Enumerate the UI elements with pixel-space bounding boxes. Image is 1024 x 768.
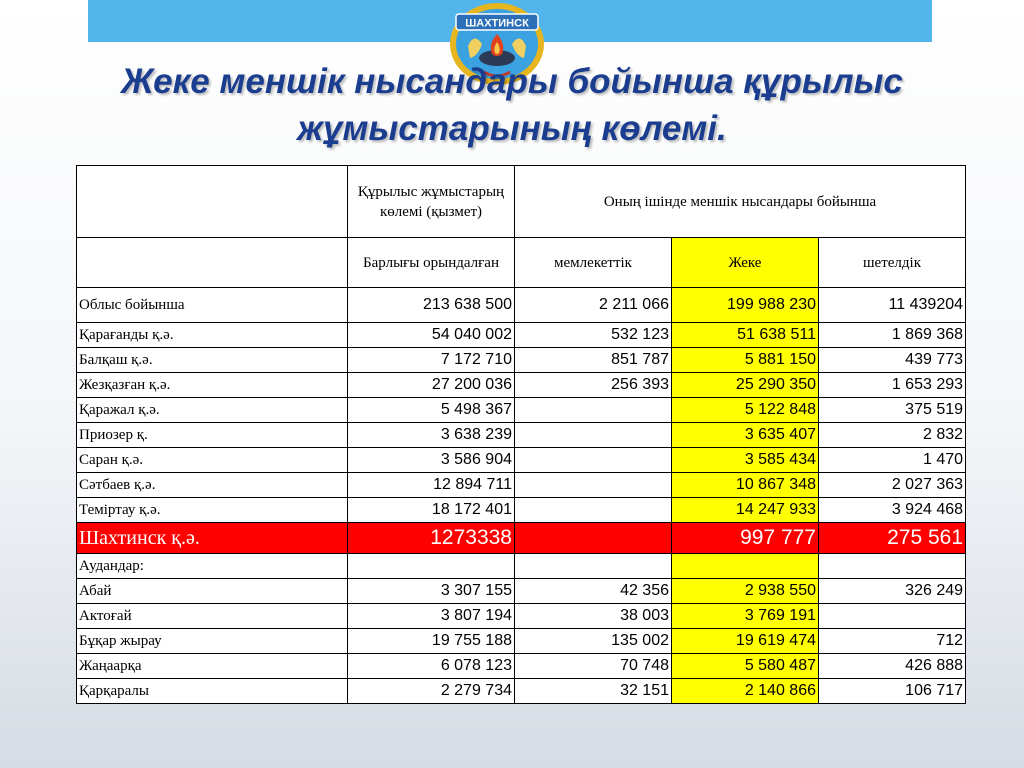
state-cell: 851 787 bbox=[515, 348, 672, 373]
private-cell: 19 619 474 bbox=[672, 629, 819, 654]
foreign-cell: 11 439204 bbox=[819, 288, 966, 323]
header-ownership: Оның ішінде меншік нысандары бойынша bbox=[515, 166, 966, 238]
table-row bbox=[77, 498, 966, 523]
foreign-cell: 326 249 bbox=[819, 579, 966, 604]
foreign-cell: 712 bbox=[819, 629, 966, 654]
total-cell: 213 638 500 bbox=[348, 288, 515, 323]
state-cell bbox=[515, 554, 672, 579]
table-row bbox=[77, 554, 966, 579]
total-cell: 3 638 239 bbox=[348, 423, 515, 448]
title-line-2: жұмыстарының көлемі. bbox=[297, 109, 727, 148]
private-cell: 5 122 848 bbox=[672, 398, 819, 423]
total-cell: 27 200 036 bbox=[348, 373, 515, 398]
emblem-text: ШАХТИНСК bbox=[465, 17, 529, 30]
table-row bbox=[77, 654, 966, 679]
private-cell: 5 881 150 bbox=[672, 348, 819, 373]
header-row-1 bbox=[77, 166, 966, 238]
region-name-cell: Аудандар: bbox=[77, 554, 348, 579]
foreign-cell: 439 773 bbox=[819, 348, 966, 373]
region-name-cell: Абай bbox=[77, 579, 348, 604]
state-cell: 2 211 066 bbox=[515, 288, 672, 323]
total-cell: 3 307 155 bbox=[348, 579, 515, 604]
state-cell: 532 123 bbox=[515, 323, 672, 348]
table-row bbox=[77, 373, 966, 398]
private-cell bbox=[672, 554, 819, 579]
header-blank-1 bbox=[77, 166, 348, 238]
table-row bbox=[77, 629, 966, 654]
foreign-cell bbox=[819, 604, 966, 629]
region-name-cell: Шахтинск қ.ә. bbox=[77, 523, 348, 554]
total-cell bbox=[348, 554, 515, 579]
foreign-cell bbox=[819, 554, 966, 579]
header-foreign: шетелдік bbox=[819, 238, 966, 288]
region-name-cell: Қарағанды қ.ә. bbox=[77, 323, 348, 348]
private-cell: 51 638 511 bbox=[672, 323, 819, 348]
total-cell: 6 078 123 bbox=[348, 654, 515, 679]
table-row bbox=[77, 288, 966, 323]
header-private: Жеке bbox=[672, 238, 819, 288]
state-cell: 256 393 bbox=[515, 373, 672, 398]
title-line-1: Жеке меншік нысандары бойынша құрылыс bbox=[121, 62, 903, 101]
table-row bbox=[77, 579, 966, 604]
total-cell: 12 894 711 bbox=[348, 473, 515, 498]
private-cell: 3 585 434 bbox=[672, 448, 819, 473]
total-cell: 2 279 734 bbox=[348, 679, 515, 704]
region-name-cell: Теміртау қ.ә. bbox=[77, 498, 348, 523]
foreign-cell: 106 717 bbox=[819, 679, 966, 704]
region-name-cell: Бұқар жырау bbox=[77, 629, 348, 654]
construction-volume-table bbox=[76, 165, 966, 704]
foreign-cell: 275 561 bbox=[819, 523, 966, 554]
region-name-cell: Қарқаралы bbox=[77, 679, 348, 704]
private-cell: 2 140 866 bbox=[672, 679, 819, 704]
state-cell: 38 003 bbox=[515, 604, 672, 629]
total-cell: 19 755 188 bbox=[348, 629, 515, 654]
total-cell: 18 172 401 bbox=[348, 498, 515, 523]
region-name-cell: Жаңаарқа bbox=[77, 654, 348, 679]
total-cell: 1273338 bbox=[348, 523, 515, 554]
state-cell: 42 356 bbox=[515, 579, 672, 604]
total-cell: 3 586 904 bbox=[348, 448, 515, 473]
region-name-cell: Облыс бойынша bbox=[77, 288, 348, 323]
state-cell bbox=[515, 498, 672, 523]
region-name-cell: Балқаш қ.ә. bbox=[77, 348, 348, 373]
table-body bbox=[77, 288, 966, 704]
private-cell: 25 290 350 bbox=[672, 373, 819, 398]
table-row bbox=[77, 679, 966, 704]
region-name-cell: Приозер қ. bbox=[77, 423, 348, 448]
table-row bbox=[77, 604, 966, 629]
page-title bbox=[60, 58, 964, 152]
total-cell: 54 040 002 bbox=[348, 323, 515, 348]
foreign-cell: 426 888 bbox=[819, 654, 966, 679]
foreign-cell: 1 470 bbox=[819, 448, 966, 473]
private-cell: 5 580 487 bbox=[672, 654, 819, 679]
region-name-cell: Актоғай bbox=[77, 604, 348, 629]
total-cell: 7 172 710 bbox=[348, 348, 515, 373]
total-cell: 5 498 367 bbox=[348, 398, 515, 423]
private-cell: 14 247 933 bbox=[672, 498, 819, 523]
table-row bbox=[77, 423, 966, 448]
state-cell bbox=[515, 473, 672, 498]
table-row bbox=[77, 473, 966, 498]
table-row bbox=[77, 523, 966, 554]
region-name-cell: Жезқазған қ.ә. bbox=[77, 373, 348, 398]
private-cell: 199 988 230 bbox=[672, 288, 819, 323]
private-cell: 997 777 bbox=[672, 523, 819, 554]
private-cell: 3 635 407 bbox=[672, 423, 819, 448]
private-cell: 10 867 348 bbox=[672, 473, 819, 498]
region-name-cell: Сәтбаев қ.ә. bbox=[77, 473, 348, 498]
table-row bbox=[77, 398, 966, 423]
table-row bbox=[77, 448, 966, 473]
header-state: мемлекеттік bbox=[515, 238, 672, 288]
foreign-cell: 1 869 368 bbox=[819, 323, 966, 348]
foreign-cell: 2 027 363 bbox=[819, 473, 966, 498]
region-name-cell: Саран қ.ә. bbox=[77, 448, 348, 473]
private-cell: 2 938 550 bbox=[672, 579, 819, 604]
state-cell bbox=[515, 398, 672, 423]
state-cell: 70 748 bbox=[515, 654, 672, 679]
foreign-cell: 3 924 468 bbox=[819, 498, 966, 523]
table-row bbox=[77, 323, 966, 348]
header-row-2 bbox=[77, 238, 966, 288]
total-cell: 3 807 194 bbox=[348, 604, 515, 629]
state-cell bbox=[515, 448, 672, 473]
foreign-cell: 375 519 bbox=[819, 398, 966, 423]
foreign-cell: 1 653 293 bbox=[819, 373, 966, 398]
header-blank-2 bbox=[77, 238, 348, 288]
state-cell: 32 151 bbox=[515, 679, 672, 704]
header-total: Барлығы орындалған bbox=[348, 238, 515, 288]
header-volume: Құрылыс жұмыстарың көлемі (қызмет) bbox=[348, 166, 515, 238]
state-cell bbox=[515, 423, 672, 448]
state-cell: 135 002 bbox=[515, 629, 672, 654]
table-row bbox=[77, 348, 966, 373]
region-name-cell: Қаражал қ.ә. bbox=[77, 398, 348, 423]
foreign-cell: 2 832 bbox=[819, 423, 966, 448]
state-cell bbox=[515, 523, 672, 554]
private-cell: 3 769 191 bbox=[672, 604, 819, 629]
